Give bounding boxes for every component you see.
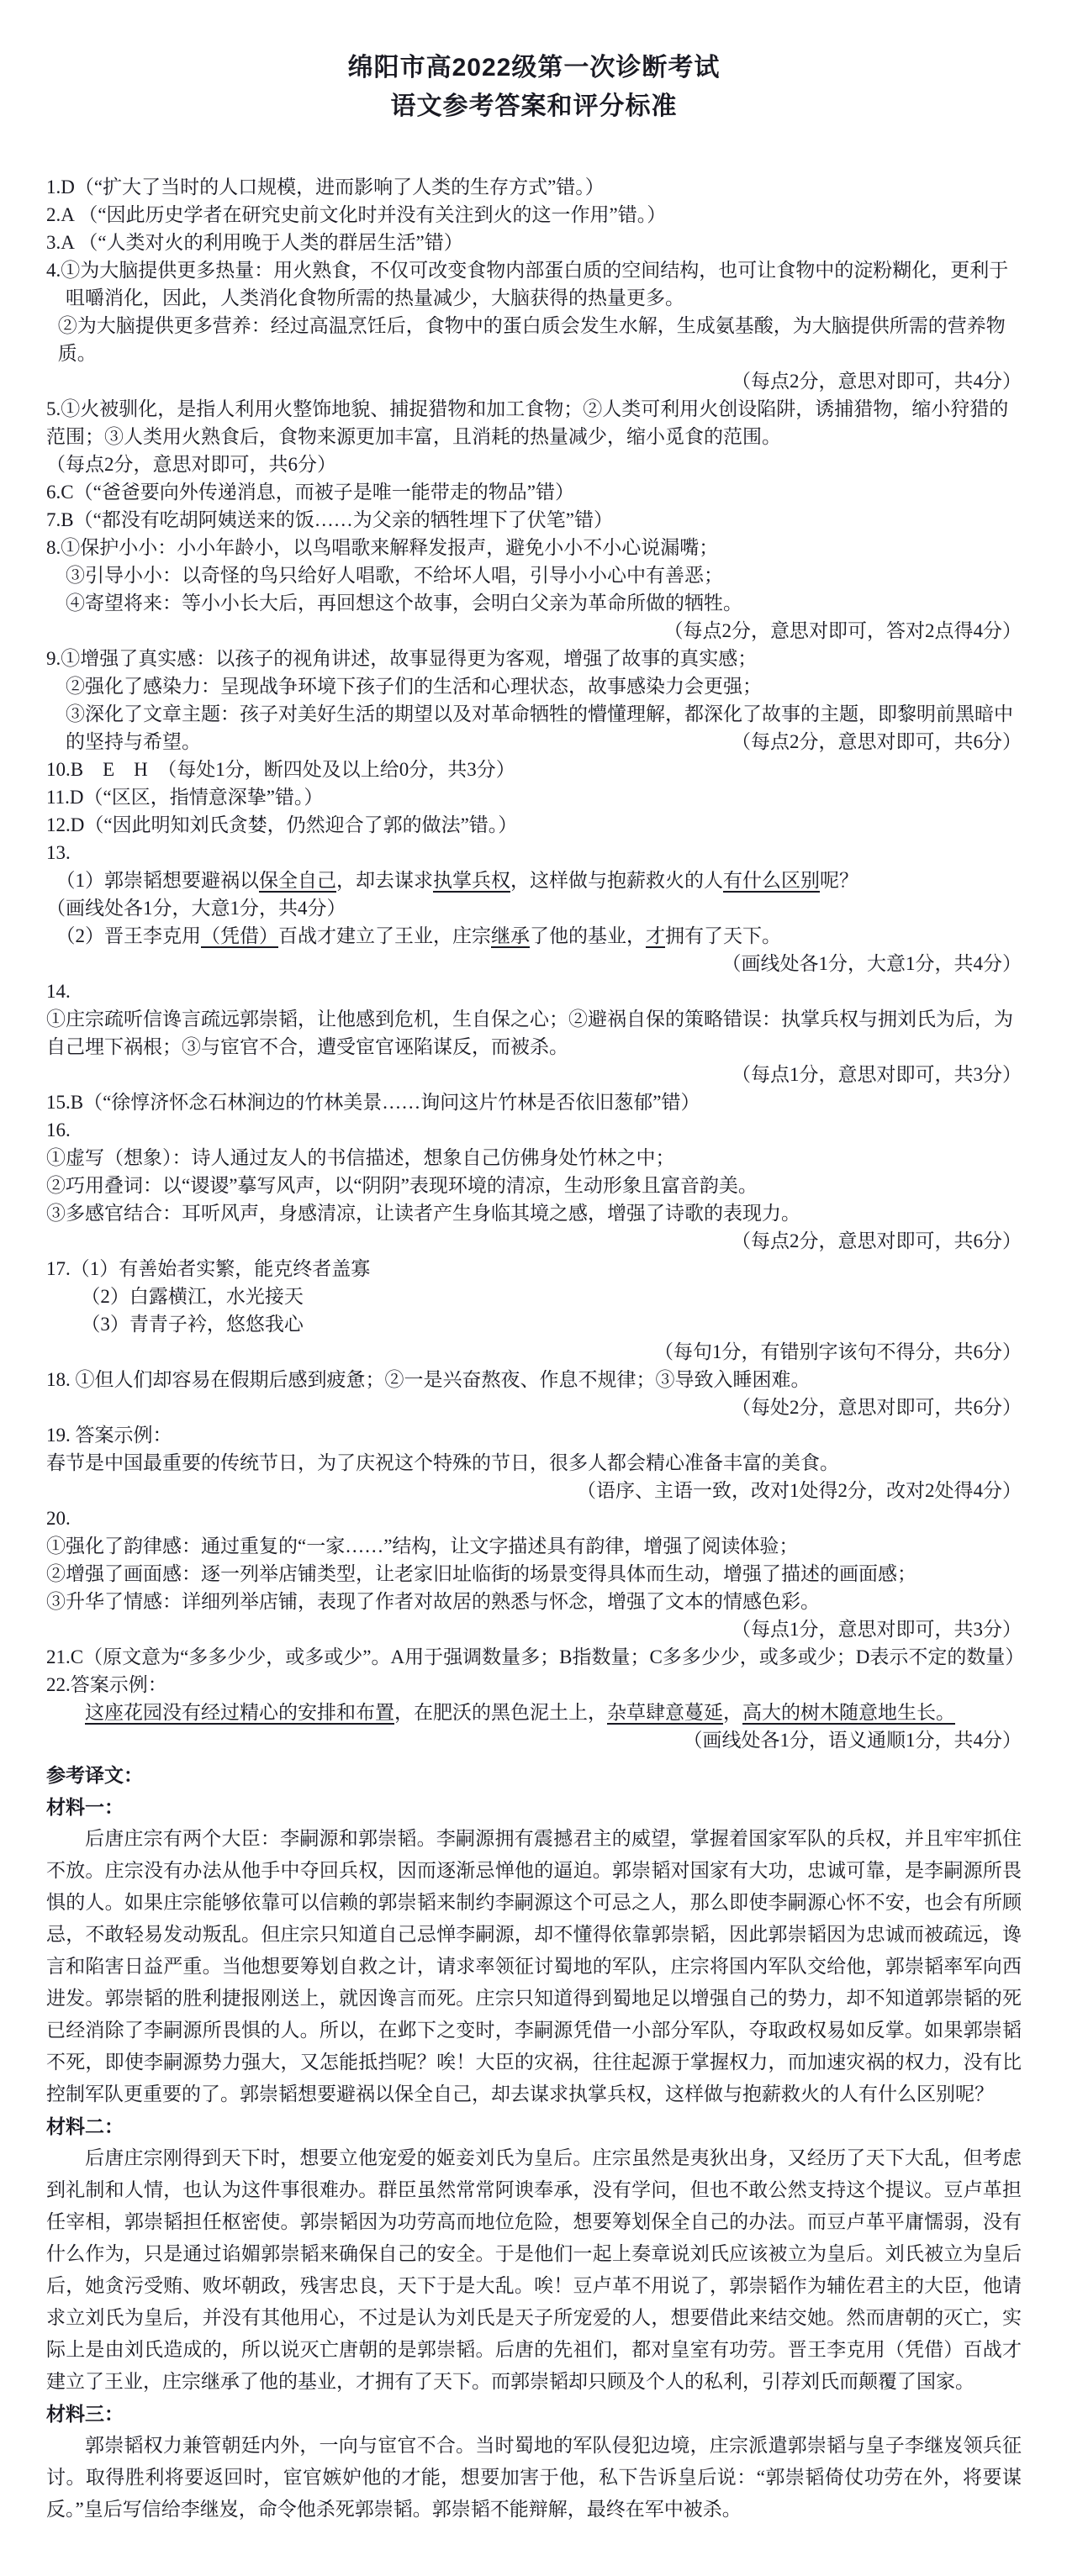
- material-label: 材料二：: [46, 2115, 124, 2137]
- answer-text: 15.B（“徐惇济怀念石林涧边的竹林美景……询问这片竹林是否依旧葱郁”错）: [46, 1092, 700, 1113]
- answer-line: [46, 1172, 1022, 1199]
- answer-text: （每点1分，意思对即可，共3分）: [732, 1064, 1022, 1085]
- material-label: 材料一：: [46, 1796, 124, 1818]
- answer-line: [46, 839, 1022, 867]
- answer-line: [46, 1199, 1022, 1227]
- answer-line: [46, 950, 1022, 977]
- answer-text: （画线处各1分，语义通顺1分，共4分）: [683, 1730, 1022, 1751]
- answer-line: [46, 756, 1022, 783]
- answer-text: ，这样做与抱薪救火的人: [510, 870, 723, 891]
- answer-text: 春节是中国最重要的传统节日，为了庆祝这个特殊的节日，很多人都会精心准备丰富的美食。: [46, 1452, 839, 1473]
- answer-line: [46, 478, 1022, 506]
- answer-line: [46, 867, 1022, 894]
- answer-text: 12.D（“因此明知刘氏贪婪，仍然迎合了郭的做法”错。）: [46, 814, 518, 835]
- answer-text: （每句1分，有错别字该句不得分，共6分）: [654, 1341, 1022, 1362]
- translation-section: [46, 1759, 1022, 2526]
- answer-text: 10.B E H （每处1分，断四处及以上给0分，共3分）: [46, 759, 515, 780]
- answer-line: [46, 977, 1022, 1005]
- answer-line: [46, 783, 1022, 811]
- materials-list: [46, 1791, 1022, 2526]
- answer-line: [46, 450, 1022, 478]
- answer-line: [46, 1255, 1022, 1283]
- document-title: [46, 49, 1022, 126]
- document-title-line2: 语文参考答案和评分标准: [390, 92, 678, 120]
- answer-text: 21.C（原文意为“多多少少，或多或少”。A用于强调数量多；B指数量；C多多少少，或多或少；D表示不定的数量）: [46, 1646, 1025, 1667]
- answer-line: [46, 1061, 1022, 1088]
- answer-text: 呢？: [820, 870, 858, 891]
- answer-line: [46, 395, 1022, 450]
- answer-text: 4.①为大脑提供更多热量：用火熟食，不仅可改变食物内部蛋白质的空间结构，也可让食物中的淀粉糊化，更利于咀嚼消化，因此，人类消化食物所需的热量减少，大脑获得的热量更多。: [46, 260, 1009, 308]
- answer-text: ②为大脑提供更多营养：经过高温烹饪后，食物中的蛋白质会发生水解，生成氨基酸，为大脑提供所需的营养物质。: [57, 315, 1006, 364]
- answer-text: ②巧用叠词：以“谡谡”摹写风声，以“阴阴”表现环境的清凉，生动形象且富音韵美。: [46, 1175, 758, 1196]
- answer-line: [46, 1726, 1022, 1754]
- answer-line: [46, 173, 1022, 201]
- answer-text: （每处2分，意思对即可，共6分）: [732, 1397, 1022, 1418]
- answer-line: [46, 201, 1022, 229]
- answer-line: [46, 1310, 1022, 1338]
- answer-text: 7.B（“都没有吃胡阿姨送来的饭……为父亲的牺牲埋下了伏笔”错）: [46, 509, 614, 530]
- underlined-text: 有什么区别: [723, 870, 820, 891]
- answer-line: [46, 1144, 1022, 1172]
- material-label: 材料三：: [46, 2403, 124, 2425]
- answer-line: [46, 1088, 1022, 1116]
- answer-text: ③多感官结合：耳听风声，身感清凉，让读者产生身临其境之感，增强了诗歌的表现力。: [46, 1203, 800, 1224]
- answer-text: 14.: [46, 981, 71, 1002]
- answer-text: 了他的基业，: [530, 925, 646, 946]
- answer-line: [46, 1671, 1022, 1699]
- score-note: （每点2分，意思对即可，共6分）: [732, 731, 1022, 752]
- answer-line: [46, 1449, 1022, 1477]
- answer-line: [46, 1338, 1022, 1366]
- underlined-text: 杂草肆意蔓延: [607, 1702, 723, 1723]
- answer-line: [46, 312, 1022, 367]
- answer-text: （每点1分，意思对即可，共3分）: [732, 1619, 1022, 1640]
- underlined-text: 继承: [491, 925, 530, 946]
- answer-text: ④寄望将来：等小小长大后，再回想这个故事，会明白父亲为革命所做的牺牲。: [66, 593, 742, 614]
- answer-line: [46, 922, 1022, 950]
- answer-line: [46, 589, 1022, 617]
- underlined-text: 执掌兵权: [433, 870, 510, 891]
- answer-text: （每点2分，意思对即可，共6分）: [732, 1230, 1022, 1251]
- answer-line: [46, 256, 1022, 312]
- answer-line: [46, 1477, 1022, 1504]
- answer-text: 22.答案示例：: [46, 1674, 167, 1695]
- answer-text: （2）白露横江，水光接天: [81, 1286, 304, 1307]
- document-title-line1: 绵阳市高2022级第一次诊断考试: [347, 54, 721, 82]
- underlined-text: 这座花园没有经过精心的安排和布置: [85, 1702, 394, 1723]
- answer-text: 19. 答案示例：: [46, 1425, 172, 1446]
- answer-text: （画线处各1分，大意1分，共4分）: [721, 953, 1022, 974]
- answer-text: （1）郭崇韬想要避祸以: [55, 870, 259, 891]
- answer-line: [46, 534, 1022, 561]
- answer-line: [46, 645, 1022, 672]
- answer-line: [46, 367, 1022, 395]
- answer-line: [46, 1699, 1022, 1726]
- answer-text: ③深化了文章主题：孩子对美好生活的期望以及对革命牺牲的懵懂理解，都深化了故事的主题，即黎明前黑暗中的坚持与希望。: [66, 703, 1013, 752]
- answer-text: 11.D（“区区，指情意深挚”错。）: [46, 787, 324, 808]
- answer-line: [46, 1366, 1022, 1393]
- answer-line: [46, 1643, 1025, 1671]
- answer-text: 17.（1）有善始者实繁，能克终者盖寡: [46, 1258, 371, 1279]
- answer-text: ①强化了韵律感：通过重复的“一家……”结构，让文字描述具有韵律，增强了阅读体验；: [46, 1536, 799, 1557]
- answer-line: [46, 811, 1022, 839]
- answer-line: [46, 1421, 1022, 1449]
- answer-line: [46, 1588, 1022, 1615]
- answer-text: 百战才建立了王业，庄宗: [278, 925, 491, 946]
- answer-text: 2.A （“因此历史学者在研究史前文化时并没有关注到火的这一作用”错。）: [46, 204, 667, 225]
- answer-text: 18. ①但人们却容易在假期后感到疲惫；②一是兴奋熬夜、作息不规律；③导致入睡困难。: [46, 1369, 811, 1390]
- answer-text: ①虚写（想象）：诗人通过友人的书信描述，想象自己仿佛身处竹林之中；: [46, 1147, 675, 1168]
- answer-line: [46, 1504, 1022, 1532]
- answer-text: 6.C（“爸爸要向外传递消息，而被子是唯一能带走的物品”错）: [46, 482, 575, 503]
- answer-line: [46, 700, 1022, 756]
- answer-line: [46, 1227, 1022, 1255]
- answer-text: 9.①增强了真实感：以孩子的视角讲述，故事显得更为客观，增强了故事的真实感；: [46, 648, 758, 669]
- material-paragraph: 后唐庄宗有两个大臣：李嗣源和郭崇韬。李嗣源拥有震撼君主的威望，掌握着国家军队的兵权，并且牢牢抓住不放。庄宗没有办法从他手中夺回兵权，因而逐渐忌惮他的逼迫。郭崇韬对国家有大功，忠诚可靠，是李嗣源所畏惧的人。如果庄宗能够依靠可以信赖的郭崇韬来制约李嗣源这个可忌之人，那么即使李嗣源心怀不安，也会有所顾忌，不敢轻易发动叛乱。但庄宗只知道自己忌惮李嗣源，却不懂得依靠郭崇韬，因此郭崇韬因为忠诚而被疏远，谗言和陷害日益严重。当他想要筹划自救之计，请求率领征讨蜀地的军队，庄宗将国内军队交给他，郭崇韬率军向西进发。郭崇韬的胜利捷报刚送上，就因谗言而死。庄宗只知道得到蜀地足以增强自己的势力，却不知道郭崇韬的死已经消除了李嗣源所畏惧的人。所以，在邺下之变时，李嗣源凭借一小部分军队，夺取政权易如反掌。如果郭崇韬不死，即使李嗣源势力强大，又怎能抵挡呢？唉！大臣的灾祸，往往起源于掌握权力，而加速灾祸的权力，没有比控制军队更重要的了。郭崇韬想要避祸以保全自己，却去谋求执掌兵权，这样做与抱薪救火的人有什么区别呢？: [46, 1828, 1022, 2105]
- answer-line: [46, 1615, 1022, 1643]
- translation-heading: 参考译文：: [46, 1764, 143, 1786]
- answer-line: [46, 672, 1022, 700]
- answer-line: [46, 229, 1022, 256]
- answer-text: 16.: [46, 1119, 71, 1140]
- answer-line: [46, 1116, 1022, 1144]
- answer-text: 8.①保护小小：小小年龄小，以鸟唱歌来解释发报声，避免小小不小心说漏嘴；: [46, 537, 719, 558]
- answer-line: [46, 894, 1022, 922]
- answer-text: ①庄宗疏听信谗言疏远郭崇韬，让他感到危机，生自保之心；②避祸自保的策略错误：执掌兵权与拥刘氏为后，为自己埋下祸根；③与宦官不合，遭受宦官诬陷谋反，而被杀。: [46, 1009, 1013, 1057]
- answer-text: （语序、主语一致，改对1处得2分，改对2处得4分）: [577, 1480, 1022, 1501]
- material-paragraph: 后唐庄宗刚得到天下时，想要立他宠爱的姬妾刘氏为皇后。庄宗虽然是夷狄出身，又经历了天下大乱，但考虑到礼制和人情，也认为这件事很难办。群臣虽然常常阿谀奉承，没有学问，但也不敢公然支持这个提议。豆卢革担任宰相，郭崇韬担任枢密使。郭崇韬因为功劳高而地位危险，想要筹划保全自己的办法。而豆卢革平庸懦弱，没有什么作为，只是通过谄媚郭崇韬来确保自己的安全。于是他们一起上奏章说刘氏应该被立为皇后。刘氏被立为皇后后，她贪污受贿、败坏朝政，残害忠良，天下于是大乱。唉！豆卢革不用说了，郭崇韬作为辅佐君主的大臣，他请求立刘氏为皇后，并没有其他用心，不过是认为刘氏是天子所宠爱的人，想要借此来结交她。然而唐朝的灭亡，实际上是由刘氏造成的，所以说灭亡唐朝的是郭崇韬。后唐的先祖们，都对皇室有功劳。晋王李克用（凭借）百战才建立了王业，庄宗继承了他的基业，才拥有了天下。而郭崇韬却只顾及个人的私利，引荐刘氏而颠覆了国家。: [46, 2147, 1022, 2392]
- answer-text: （每点2分，意思对即可，共6分）: [46, 454, 336, 475]
- answer-text: （3）青青子衿，悠悠我心: [81, 1314, 304, 1335]
- underlined-text: 高大的树木随意地生长。: [742, 1702, 955, 1723]
- answer-text: ，在肥沃的黑色泥土上，: [394, 1702, 607, 1723]
- answer-text: ③升华了情感：详细列举店铺，表现了作者对故居的熟悉与怀念，增强了文本的情感色彩。: [46, 1591, 820, 1612]
- answer-text: （每点2分，意思对即可，共4分）: [732, 371, 1022, 392]
- answer-text: ，却去谋求: [336, 870, 433, 891]
- answer-text: ，: [723, 1702, 742, 1723]
- answer-line: [46, 1560, 1022, 1588]
- answer-line: [46, 617, 1022, 645]
- material-paragraph: 郭崇韬权力兼管朝廷内外，一向与宦官不合。当时蜀地的军队侵犯边境，庄宗派遣郭崇韬与皇子李继岌领兵征讨。取得胜利将要返回时，宦官嫉妒他的才能，想要加害于他，私下告诉皇后说：“郭崇韬倚仗功劳在外，将要谋反。”皇后写信给李继岌，命令他杀死郭崇韬。郭崇韬不能辩解，最终在军中被杀。: [46, 2435, 1022, 2520]
- answer-text: 3.A （“人类对火的利用晚于人类的群居生活”错）: [46, 232, 463, 253]
- answer-line: [46, 1283, 1022, 1310]
- answer-text: ③引导小小：以奇怪的鸟只给好人唱歌，不给坏人唱，引导小小心中有善恶；: [66, 565, 723, 586]
- answer-line: [46, 1532, 1022, 1560]
- answer-line: [46, 1393, 1022, 1421]
- answer-text: （画线处各1分，大意1分，共4分）: [46, 898, 346, 919]
- answer-line: [46, 506, 1022, 534]
- answer-text: （2）晋王李克用: [55, 925, 201, 946]
- answer-text: ②增强了画面感：逐一列举店铺类型，让老家旧址临街的场景变得具体而生动，增强了描述的画面感；: [46, 1563, 916, 1584]
- answers-list: [46, 173, 1025, 1754]
- answer-text: 20.: [46, 1508, 71, 1529]
- answer-text: （每点2分，意思对即可，答对2点得4分）: [663, 620, 1022, 641]
- underlined-text: 保全自己: [259, 870, 336, 891]
- answer-text: 拥有了天下。: [665, 925, 781, 946]
- underlined-text: 才: [646, 925, 665, 946]
- answer-line: [46, 561, 1022, 589]
- underlined-text: （凭借）: [201, 925, 278, 946]
- answer-text: 13.: [46, 842, 71, 863]
- answer-line: [46, 1005, 1022, 1061]
- answer-text: 5.①火被驯化，是指人利用火整饰地貌、捕捉猎物和加工食物；②人类可利用火创设陷阱，诱捕猎物，缩小狩猎的范围；③人类用火熟食后，食物来源更加丰富，且消耗的热量减少，缩小觅食的范围。: [46, 398, 1009, 447]
- answer-text: 1.D（“扩大了当时的人口规模，进而影响了人类的生存方式”错。）: [46, 176, 605, 198]
- answer-text: ②强化了感染力：呈现战争环境下孩子们的生活和心理状态，故事感染力会更强；: [66, 676, 762, 697]
